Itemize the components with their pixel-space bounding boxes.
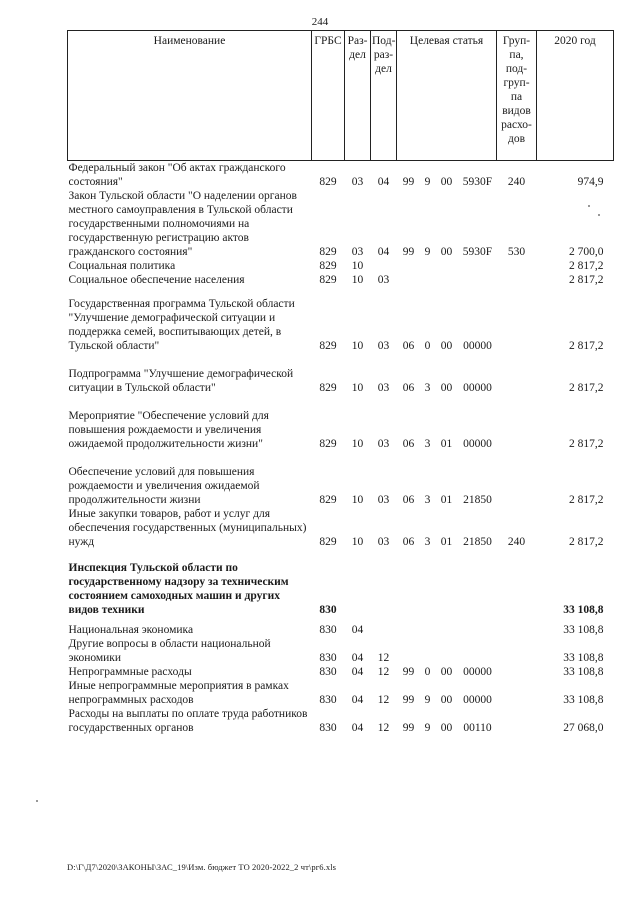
table-row <box>68 259 614 273</box>
scan-speck <box>36 800 38 802</box>
row-cs1 <box>397 623 421 637</box>
row-cs1: 99 <box>402 694 415 706</box>
row-cs1: 06 <box>402 438 415 450</box>
row-sum: 2 817,2 <box>569 340 604 352</box>
row-cs4 <box>459 637 497 665</box>
row-grbs: 829 <box>319 494 337 506</box>
row-cs1: 99 <box>402 176 415 188</box>
row-grbs: 830 <box>319 666 337 678</box>
row-cs1: 99 <box>402 666 415 678</box>
row-cs1 <box>397 259 421 273</box>
row-cs2: 0 <box>424 666 431 678</box>
row-pr: 03 <box>377 494 390 506</box>
row-cs4: 5930F <box>462 246 493 258</box>
row-spacer-cell <box>68 451 614 465</box>
row-rz: 10 <box>351 382 364 394</box>
row-cs2: 9 <box>424 246 431 258</box>
row-grbs: 829 <box>319 274 337 286</box>
file-path-footer: D:\Г\Д7\2020\ЗАКОНЫ\ЗАС_19\Изм. бюджет ТО 2020-2022_2 чт\рг6.xls <box>67 862 337 872</box>
row-pr: 04 <box>377 246 390 258</box>
row-pr: 03 <box>377 274 390 286</box>
budget-table <box>67 30 614 735</box>
row-cs4 <box>459 561 497 617</box>
row-name: Закон Тульской области "О наделении органов местного самоуправления в Тульской области государственными полномочиями на государственную регистрацию актов гражданского состояния" <box>68 190 297 258</box>
row-cs1: 06 <box>402 494 415 506</box>
row-cs3 <box>435 623 459 637</box>
row-cs3: 01 <box>440 494 453 506</box>
row-grbs: 829 <box>319 438 337 450</box>
row-cs1: 06 <box>402 382 415 394</box>
row-pr: 04 <box>377 176 390 188</box>
row-cs4 <box>459 623 497 637</box>
row-rz: 10 <box>351 536 364 548</box>
row-pr <box>371 623 397 637</box>
row-sum: 2 817,2 <box>569 536 604 548</box>
row-cs1: 06 <box>402 536 415 548</box>
table-row <box>68 273 614 287</box>
row-spacer <box>68 287 614 297</box>
row-sum: 2 817,2 <box>569 274 604 286</box>
row-cs4: 00110 <box>463 722 492 734</box>
row-cs1: 99 <box>402 246 415 258</box>
row-name: Инспекция Тульской области по государственному надзору за техническим состоянием самоходных машин и других видов техники <box>68 562 289 616</box>
row-rz: 03 <box>351 246 364 258</box>
row-cs3 <box>435 561 459 617</box>
row-cs3: 01 <box>440 536 453 548</box>
table-row <box>68 465 614 507</box>
table-row <box>68 623 614 637</box>
row-sum: 33 108,8 <box>563 604 604 616</box>
table-row <box>68 561 614 617</box>
table-row <box>68 409 614 451</box>
row-name: Мероприятие "Обеспечение условий для повышения рождаемости и увеличения ожидаемой продолжительности жизни" <box>68 410 269 450</box>
row-rz: 10 <box>351 494 364 506</box>
row-rz: 10 <box>351 274 364 286</box>
row-cs2: 3 <box>424 382 431 394</box>
row-cs2: 9 <box>424 722 431 734</box>
row-cs2: 3 <box>424 494 431 506</box>
row-name: Федеральный закон "Об актах гражданского состояния" <box>68 162 286 188</box>
table-row <box>68 665 614 679</box>
row-vr <box>497 367 537 395</box>
row-name: Иные непрограммные мероприятия в рамках непрограммных расходов <box>68 680 289 706</box>
row-vr <box>497 679 537 707</box>
row-cs1 <box>397 273 421 287</box>
row-cs3 <box>435 637 459 665</box>
row-pr: 12 <box>377 722 390 734</box>
row-cs3: 00 <box>440 340 453 352</box>
row-cs4: 00000 <box>463 340 492 352</box>
header-expense-group: Груп- па, под- груп- па видов расхо- дов <box>497 31 537 161</box>
row-cs4: 00000 <box>463 438 492 450</box>
row-name: Социальная политика <box>68 260 176 272</box>
page-number: 244 <box>311 16 329 28</box>
row-grbs: 829 <box>319 536 337 548</box>
row-sum: 33 108,8 <box>563 624 604 636</box>
row-cs1 <box>397 637 421 665</box>
row-spacer <box>68 451 614 465</box>
table-row <box>68 189 614 259</box>
row-rz <box>345 561 371 617</box>
row-vr: 240 <box>507 536 526 548</box>
row-rz: 04 <box>351 652 364 664</box>
row-vr <box>497 561 537 617</box>
row-grbs: 830 <box>319 604 337 616</box>
row-cs3: 00 <box>440 666 453 678</box>
row-pr: 03 <box>377 438 390 450</box>
row-spacer <box>68 549 614 561</box>
row-grbs: 830 <box>319 652 337 664</box>
row-vr <box>497 465 537 507</box>
row-rz: 04 <box>351 624 364 636</box>
row-cs1: 99 <box>402 722 415 734</box>
row-pr: 03 <box>377 382 390 394</box>
row-spacer <box>68 395 614 409</box>
row-rz: 04 <box>351 694 364 706</box>
header-name: Наименование <box>68 31 312 161</box>
row-cs3: 01 <box>440 438 453 450</box>
row-sum: 33 108,8 <box>563 694 604 706</box>
row-pr: 12 <box>377 652 390 664</box>
row-rz: 04 <box>351 666 364 678</box>
table-row <box>68 297 614 353</box>
row-cs2: 3 <box>424 438 431 450</box>
header-year: 2020 год <box>537 31 614 161</box>
row-name: Непрограммные расходы <box>68 666 192 678</box>
row-pr: 03 <box>377 340 390 352</box>
row-spacer-cell <box>68 395 614 409</box>
row-name: Национальная экономика <box>68 624 194 636</box>
row-name: Другие вопросы в области национальной экономики <box>68 638 271 664</box>
row-cs4: 00000 <box>463 666 492 678</box>
row-vr <box>497 273 537 287</box>
table-header-row <box>68 31 614 161</box>
row-cs2: 3 <box>424 536 431 548</box>
row-grbs: 830 <box>319 624 337 636</box>
table-body <box>68 161 614 736</box>
row-sum: 2 817,2 <box>569 382 604 394</box>
row-grbs: 829 <box>319 340 337 352</box>
row-cs4: 00000 <box>463 694 492 706</box>
row-vr <box>497 297 537 353</box>
row-cs3 <box>435 259 459 273</box>
row-sum: 974,9 <box>577 176 604 188</box>
row-vr <box>497 637 537 665</box>
table-row <box>68 679 614 707</box>
row-vr <box>497 665 537 679</box>
row-cs3 <box>435 273 459 287</box>
row-cs2: 9 <box>424 694 431 706</box>
row-cs2 <box>421 561 435 617</box>
row-cs3: 00 <box>440 176 453 188</box>
row-cs4: 5930F <box>462 176 493 188</box>
row-cs3: 00 <box>440 246 453 258</box>
row-cs1 <box>397 561 421 617</box>
row-cs2 <box>421 623 435 637</box>
row-name: Расходы на выплаты по оплате труда работников государственных органов <box>68 708 308 734</box>
header-razdel: Раз- дел <box>345 31 371 161</box>
row-spacer <box>68 353 614 367</box>
row-grbs: 829 <box>319 246 337 258</box>
row-sum: 2 817,2 <box>569 494 604 506</box>
header-target-article: Целевая статья <box>397 31 497 161</box>
row-sum: 2 817,2 <box>569 438 604 450</box>
table-row <box>68 707 614 735</box>
row-name: Подпрограмма "Улучшение демографической ситуации в Тульской области" <box>68 368 294 394</box>
row-sum: 2 817,2 <box>569 260 604 272</box>
row-rz: 10 <box>351 260 364 272</box>
row-name: Социальное обеспечение населения <box>68 274 245 286</box>
row-spacer-cell <box>68 549 614 561</box>
row-sum: 2 700,0 <box>569 246 604 258</box>
table-row <box>68 367 614 395</box>
table-row <box>68 507 614 549</box>
row-cs2 <box>421 273 435 287</box>
row-sum: 33 108,8 <box>563 666 604 678</box>
row-grbs: 830 <box>319 722 337 734</box>
row-rz: 10 <box>351 438 364 450</box>
row-name: Обеспечение условий для повышения рождаемости и увеличения ожидаемой продолжительности жизни <box>68 466 260 506</box>
row-cs4 <box>459 259 497 273</box>
table-row <box>68 637 614 665</box>
row-cs3: 00 <box>440 694 453 706</box>
row-vr <box>497 623 537 637</box>
row-grbs: 829 <box>319 260 337 272</box>
row-pr: 12 <box>377 694 390 706</box>
row-vr <box>497 259 537 273</box>
row-spacer-cell <box>68 287 614 297</box>
row-rz: 04 <box>351 722 364 734</box>
row-pr: 12 <box>377 666 390 678</box>
row-cs2: 9 <box>424 176 431 188</box>
row-rz: 10 <box>351 340 364 352</box>
row-spacer-cell <box>68 353 614 367</box>
row-cs4 <box>459 273 497 287</box>
budget-table-sheet <box>67 30 613 735</box>
row-cs3: 00 <box>440 382 453 394</box>
row-grbs: 830 <box>319 694 337 706</box>
header-podrazdel: Под- раз- дел <box>371 31 397 161</box>
row-cs3: 00 <box>440 722 453 734</box>
scan-speck <box>598 214 600 216</box>
row-pr <box>371 259 397 273</box>
row-vr: 530 <box>507 246 526 258</box>
row-cs4: 21850 <box>463 494 492 506</box>
row-cs2 <box>421 637 435 665</box>
row-name: Иные закупки товаров, работ и услуг для обеспечения государственных (муниципальных) нужд <box>68 508 307 548</box>
row-cs4: 21850 <box>463 536 492 548</box>
row-vr <box>497 707 537 735</box>
row-name: Государственная программа Тульской области "Улучшение демографической ситуации и поддержка семей, воспитывающих детей, в Тульской области" <box>68 298 295 352</box>
scan-speck <box>588 205 590 207</box>
row-cs2: 0 <box>424 340 431 352</box>
header-grbs: ГРБС <box>312 31 345 161</box>
row-grbs: 829 <box>319 382 337 394</box>
row-cs1: 06 <box>402 340 415 352</box>
row-vr: 240 <box>507 176 526 188</box>
table-row <box>68 161 614 190</box>
row-rz: 03 <box>351 176 364 188</box>
row-grbs: 829 <box>319 176 337 188</box>
row-pr <box>371 561 397 617</box>
row-sum: 27 068,0 <box>563 722 604 734</box>
row-cs4: 00000 <box>463 382 492 394</box>
row-cs2 <box>421 259 435 273</box>
row-pr: 03 <box>377 536 390 548</box>
row-vr <box>497 409 537 451</box>
row-sum: 33 108,8 <box>563 652 604 664</box>
